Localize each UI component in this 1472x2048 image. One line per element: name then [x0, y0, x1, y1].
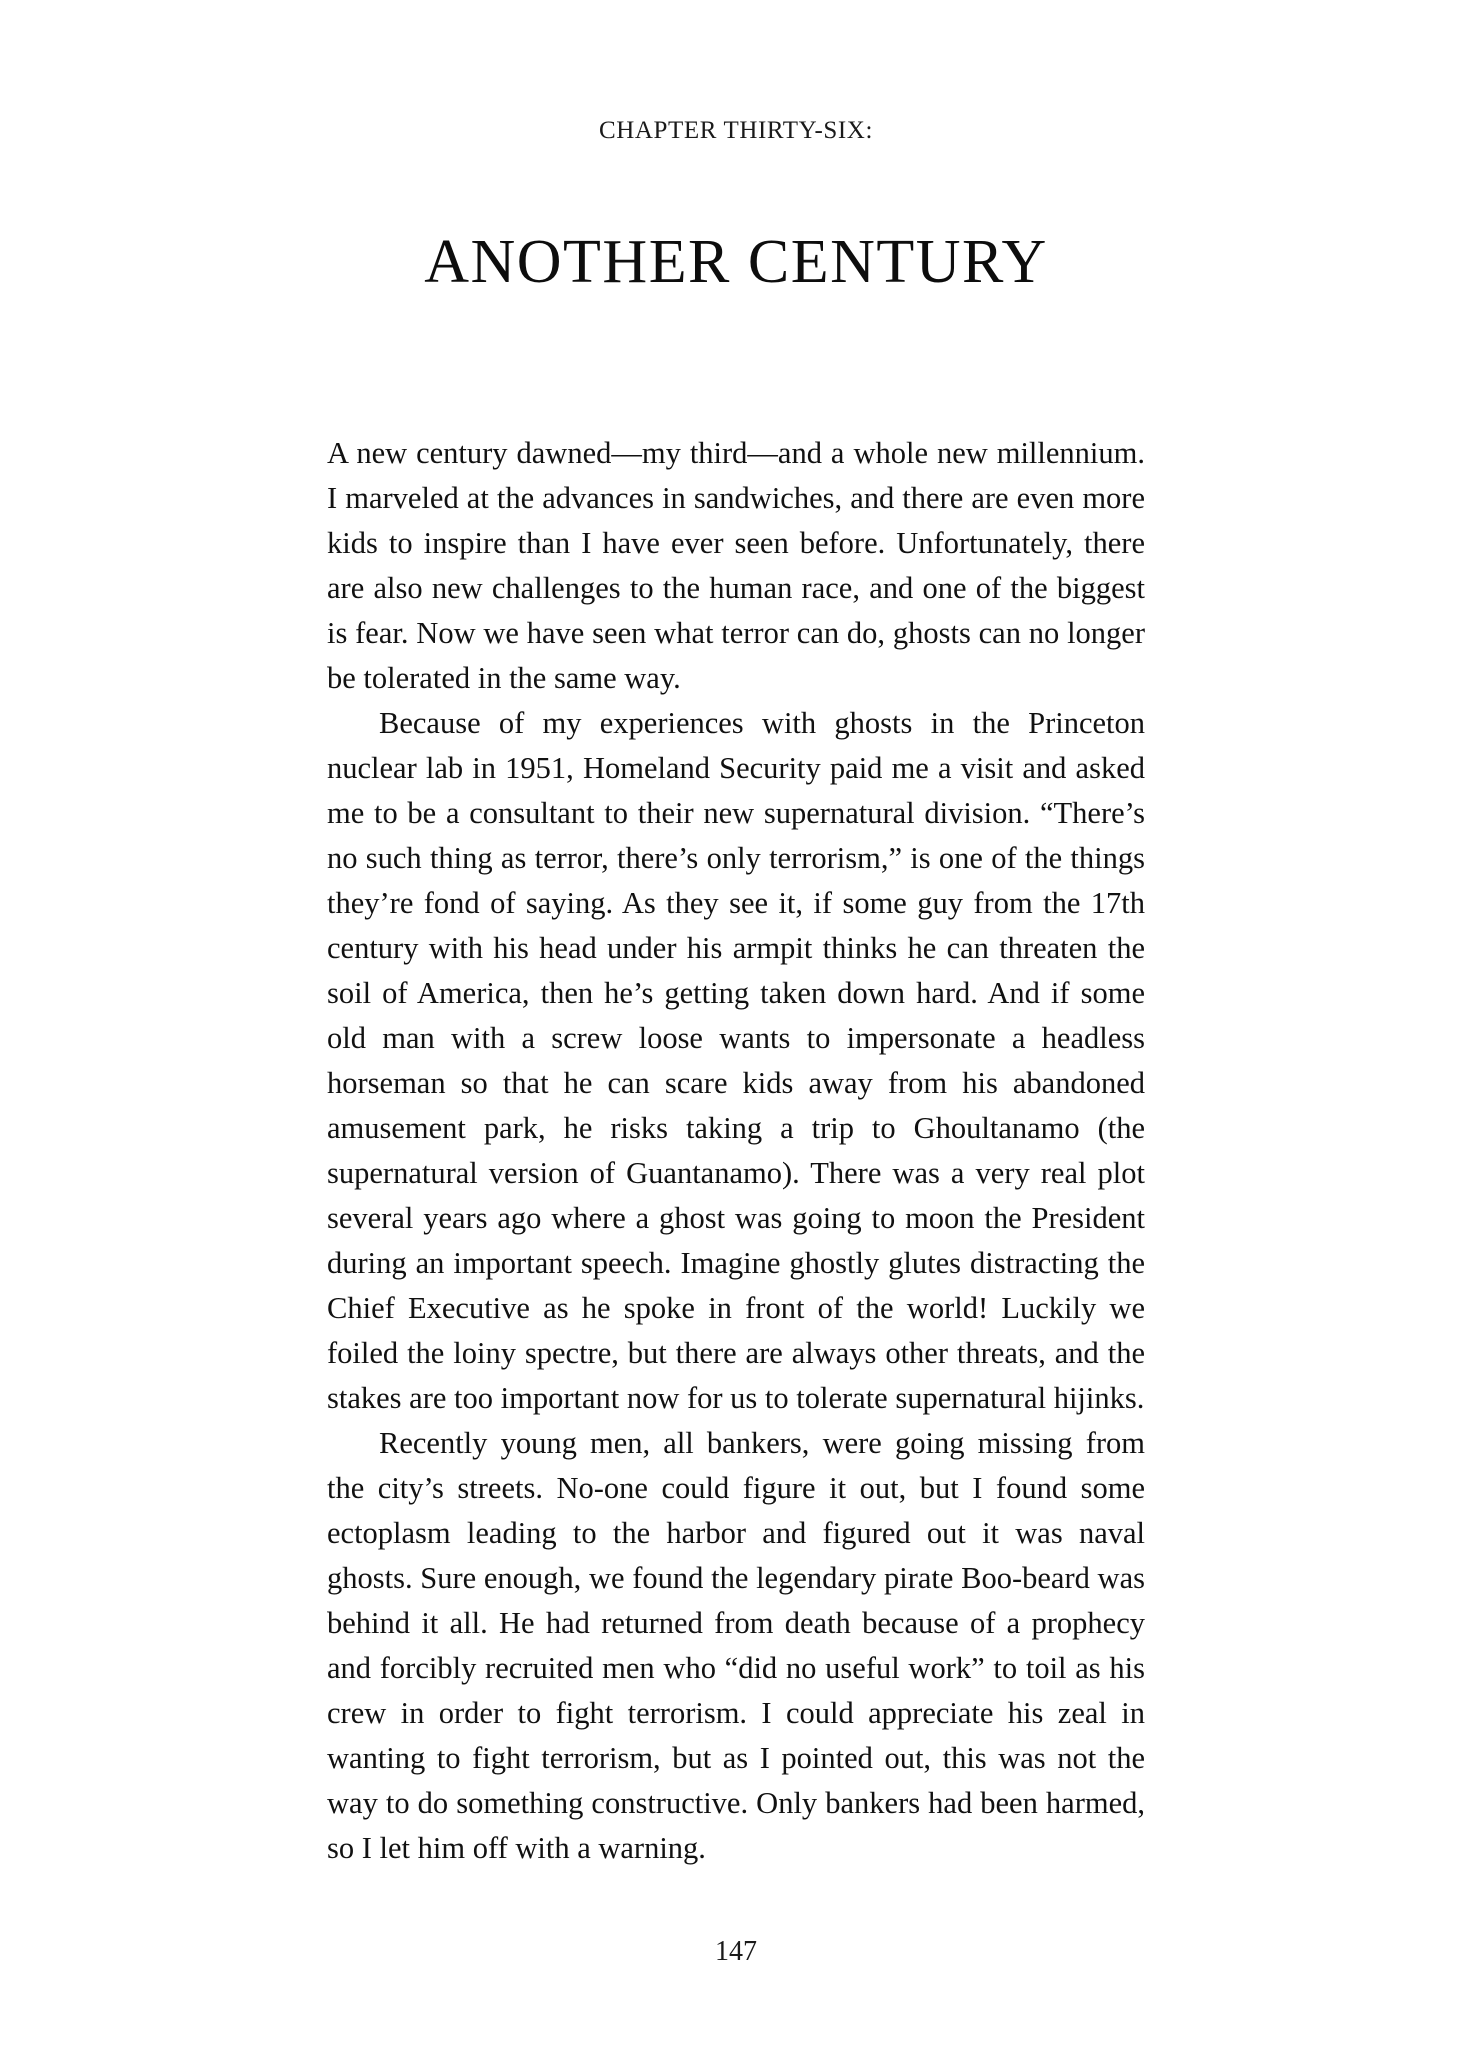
page-number: 147: [715, 1936, 757, 1967]
page-title: ANOTHER CENTURY: [424, 228, 1048, 296]
body-paragraph: A new century dawned—my third—and a whole new millennium. I marveled at the advances in sandwiches, and there are even more kids to inspire than I have ever seen before. Unfortunately, there are also new challenges to the human race, and one of the biggest is fear. Now we have seen what terror can do, ghosts can no longer be tolerated in the same way.: [327, 435, 1145, 695]
body-paragraph: Because of my experiences with ghosts in the Princeton nuclear lab in 1951, Homeland Security paid me a visit and asked me to be a consultant to their new supernatural division. “There’s no such thing as terror, there’s only terrorism,” is one of the things they’re fond of saying. As they see it, if some guy from the 17th century with his head under his armpit thinks he can threaten the soil of America, then he’s getting taken down hard. And if some old man with a screw loose wants to impersonate a headless horseman so that he can scare kids away from his abandoned amusement park, he risks taking a trip to Ghoultanamo (the supernatural version of Guantanamo). There was a very real plot several years ago where a ghost was going to moon the President during an important speech. Imagine ghostly glutes distracting the Chief Executive as he spoke in front of the world! Luckily we foiled the loiny spectre, but there are always other threats, and the stakes are too important now for us to tolerate supernatural hijinks.: [327, 705, 1145, 1415]
body-text-column: [327, 431, 1145, 1938]
body-paragraph: Recently young men, all bankers, were going missing from the city’s streets. No-one could figure it out, but I found some ectoplasm leading to the harbor and figured out it was naval ghosts. Sure enough, we found the legendary pirate Boo-beard was behind it all. He had returned from death because of a prophecy and forcibly recruited men who “did no useful work” to toil as his crew in order to fight terrorism. I could appreciate his zeal in wanting to fight terrorism, but as I pointed out, this was not the way to do something constructive. Only bankers had been harmed, so I let him off with a warning.: [327, 1425, 1145, 1865]
chapter-eyebrow: CHAPTER THIRTY-SIX:: [598, 117, 874, 144]
